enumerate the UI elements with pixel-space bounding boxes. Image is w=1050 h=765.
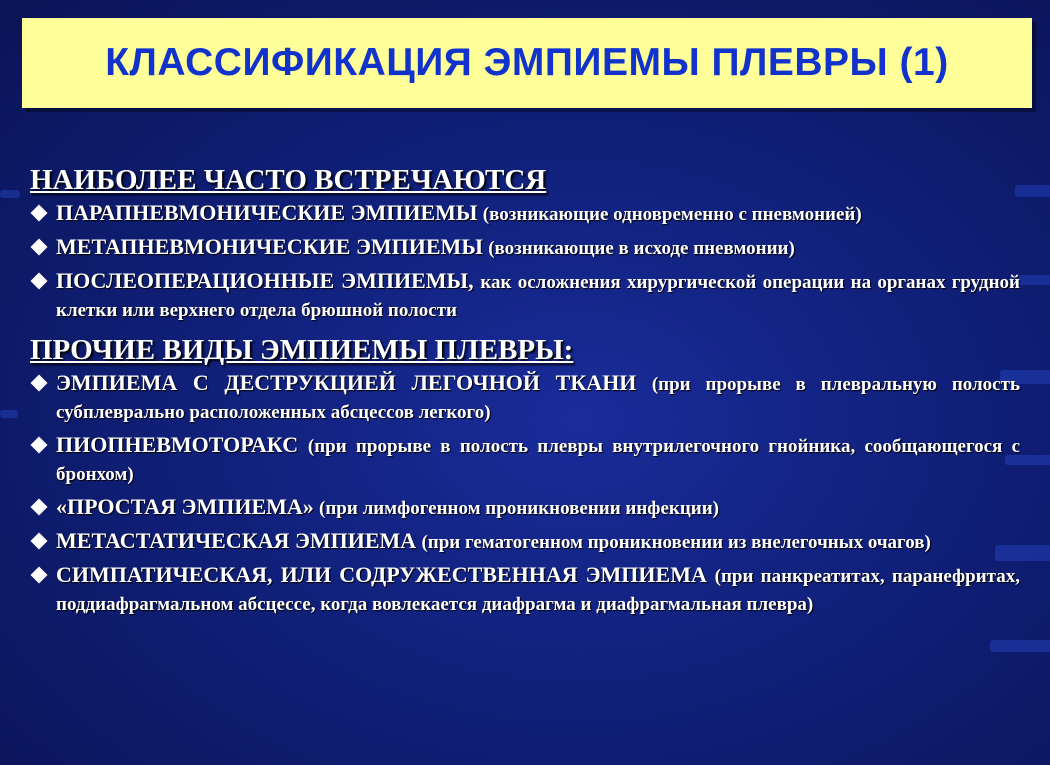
section-heading-other: ПРОЧИЕ ВИДЫ ЭМПИЕМЫ ПЛЕВРЫ: [30, 334, 574, 366]
diamond-bullet-icon [30, 374, 48, 392]
slide-content [30, 160, 1020, 624]
diamond-bullet-icon [30, 204, 48, 222]
item-note: (при прорыве в полость плевры внутрилегочного гнойника, сообщающегося с бронхом) [56, 436, 1021, 485]
item-term: МЕТАСТАТИЧЕСКАЯ ЭМПИЕМА [56, 528, 417, 553]
diamond-bullet-icon [30, 272, 48, 290]
item-note: (при панкреатитах, паранефритах, поддиафрагмальном абсцессе, когда вовлекается диафрагма и диафрагмальная плевра) [56, 566, 1020, 615]
item-term: СИМПАТИЧЕСКАЯ, ИЛИ СОДРУЖЕСТВЕННАЯ ЭМПИЕМА [56, 562, 707, 587]
slide-title: КЛАССИФИКАЦИЯ ЭМПИЕМЫ ПЛЕВРЫ (1) [105, 41, 949, 84]
diamond-bullet-icon [30, 532, 48, 550]
item-note: как осложнения хирургической операции на органах грудной клетки или верхнего отдела брюшной полости [56, 272, 1020, 321]
item-term: ПОСЛЕОПЕРАЦИОННЫЕ ЭМПИЕМЫ, [56, 268, 474, 293]
list-item [30, 234, 1020, 262]
list-item [30, 200, 1020, 228]
item-note: (при гематогенном проникновении из внелегочных очагов) [421, 532, 931, 553]
diamond-bullet-icon [30, 238, 48, 256]
section-heading-frequent: НАИБОЛЕЕ ЧАСТО ВСТРЕЧАЮТСЯ [30, 164, 547, 196]
list-item [30, 268, 1020, 324]
list-item [30, 562, 1020, 618]
item-term: ЭМПИЕМА С ДЕСТРУКЦИЕЙ ЛЕГОЧНОЙ ТКАНИ [56, 370, 637, 395]
diamond-bullet-icon [30, 566, 48, 584]
item-term: ПИОПНЕВМОТОРАКС [56, 432, 299, 457]
list-item [30, 432, 1020, 488]
item-term: ПАРАПНЕВМОНИЧЕСКИЕ ЭМПИЕМЫ [56, 200, 478, 225]
item-note: (при прорыве в плевральную полость субплеврально расположенных абсцессов легкого) [56, 374, 1020, 423]
diamond-bullet-icon [30, 498, 48, 516]
item-note: (возникающие одновременно с пневмонией) [482, 204, 862, 225]
diamond-bullet-icon [30, 436, 48, 454]
list-item [30, 370, 1020, 426]
list-item [30, 528, 1020, 556]
item-term: «ПРОСТАЯ ЭМПИЕМА» [56, 494, 314, 519]
title-banner [22, 18, 1032, 108]
item-note: (при лимфогенном проникновении инфекции) [319, 498, 720, 519]
item-term: МЕТАПНЕВМОНИЧЕСКИЕ ЭМПИЕМЫ [56, 234, 483, 259]
item-note: (возникающие в исходе пневмонии) [488, 238, 795, 259]
list-item [30, 494, 1020, 522]
